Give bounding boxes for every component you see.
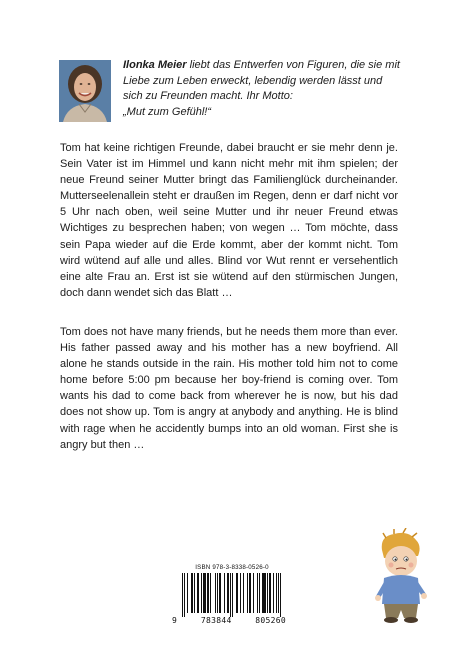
author-bio — [123, 58, 403, 120]
barcode-digit-group-2: 805260 — [255, 616, 286, 625]
author-motto: „Mut zum Gefühl!“ — [123, 105, 212, 118]
author-bio-text: liebt das Entwerfen von Figuren, die sie mit Liebe zum Leben erweckt, lebendig werden lässt und sich zu Freunden macht. Ihr Motto: — [123, 59, 400, 102]
barcode-digit-group-1: 783844 — [200, 616, 232, 625]
author-portrait — [59, 60, 111, 122]
isbn-number: ISBN 978-3-8338-0526-0 — [195, 564, 269, 571]
barcode-bars — [178, 573, 286, 617]
barcode-digits — [172, 616, 286, 625]
barcode — [172, 564, 286, 630]
author-section — [59, 60, 399, 122]
author-name: Ilonka Meier — [123, 59, 187, 71]
blurb-german: Tom hat keine richtigen Freunde, dabei braucht er sie mehr denn je. Sein Vater ist im Himmel und kann nicht mehr mit ihm spielen; der neue Freund seiner Mutter bringt das Familienglück durcheinander. Mutterseelenallein steht er draußen im Regen, denn er darf nicht vor 5 Uhr nach oben, weil seine Mutter und ihr neuer Freund etwas Wichtiges zu besprechen haben; von wegen … Tom möchte, dass sein Papa wieder auf die Erde kommt, aber der kommt nicht. Tom wird wütend auf alle und alles. Blind vor Wut rennt er versehentlich eine alte Frau an. Erst ist sie wütend auf den stürmischen Jungen, doch dann wendet sich das Blatt … — [60, 142, 398, 299]
boy-illustration — [370, 528, 432, 624]
blurb-english: Tom does not have many friends, but he needs them more than ever. His father passed away and his mother has a new boyfriend. All alone he stands outside in the rain. His mother told him not to come home before 5:00 pm because her boy-friend is coming over. Tom wants his dad to come back from wherever he is now, but his dad does not show up. Tom is angry at anybody and anything. He is blind with rage when he accidently bumps into an old woman. First she is angry but then … — [60, 326, 398, 451]
barcode-digit-lead: 9 — [172, 616, 178, 625]
